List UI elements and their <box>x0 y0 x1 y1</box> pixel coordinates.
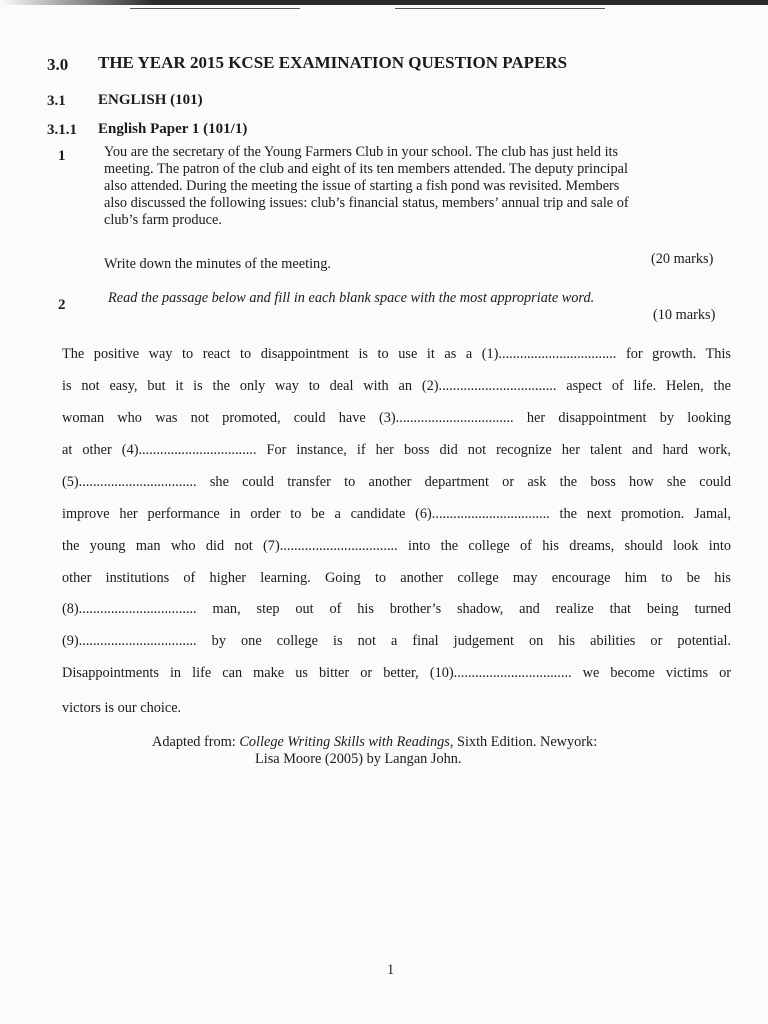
question-1-line: You are the secretary of the Young Farmers Club in your school. The club has just held its <box>104 144 619 160</box>
question-1-marks: (20 marks) <box>651 251 714 267</box>
passage-line: is not easy, but it is the only way to deal with an (2)................................. aspect of life. Helen, the <box>62 378 731 394</box>
page-number: 1 <box>387 962 395 978</box>
section-number: 3.0 <box>47 55 69 74</box>
passage-line: (9)................................. by one college is not a final judgement on his abilities or potential. <box>62 633 731 649</box>
passage-line: The positive way to react to disappointment is to use it as a (1)................................. for growth. This <box>62 346 731 362</box>
question-1-line: meeting. The patron of the club and eight of its ten members attended. The deputy principal <box>104 161 628 177</box>
question-2-marks: (10 marks) <box>653 307 716 323</box>
subsection-title: ENGLISH (101) <box>98 92 203 108</box>
passage-line: at other (4)................................. For instance, if her boss did not recognize her talent and hard work, <box>62 442 731 458</box>
citation-line-1 <box>152 734 597 751</box>
citation-suffix: , Sixth Edition. Newyork: <box>449 734 598 750</box>
scan-border-top <box>0 0 768 5</box>
question-1-line: also attended. During the meeting the issue of starting a fish pond was revisited. Members <box>104 178 620 194</box>
passage-line: (5)................................. she could transfer to another department or ask the boss how she could <box>62 474 731 490</box>
passage-line: other institutions of higher learning. Going to another college may encourage him to be his <box>62 570 731 586</box>
question-1-line: also discussed the following issues: club’s financial status, members’ annual trip and sale of <box>104 195 629 211</box>
passage-line: the young man who did not (7)................................. into the college of his dreams, should look into <box>62 538 731 554</box>
citation-line-2: Lisa Moore (2005) by Langan John. <box>255 751 462 767</box>
question-2-number: 2 <box>58 297 66 313</box>
passage-line: woman who was not promoted, could have (3)................................. her disappointment by looking <box>62 410 731 426</box>
passage-line: victors is our choice. <box>62 700 182 716</box>
citation-book-title: College Writing Skills with Readings <box>239 734 450 750</box>
question-1-task: Write down the minutes of the meeting. <box>104 256 331 272</box>
question-2-instruction: Read the passage below and fill in each blank space with the most appropriate word. <box>108 290 595 306</box>
subsection-number: 3.1 <box>47 93 66 109</box>
paper-number: 3.1.1 <box>47 122 77 138</box>
scan-rule-right <box>395 8 605 9</box>
paper-title: English Paper 1 (101/1) <box>98 121 248 137</box>
section-title: THE YEAR 2015 KCSE EXAMINATION QUESTION PAPERS <box>98 53 568 72</box>
scan-rule-left <box>130 8 300 9</box>
question-1-line: club’s farm produce. <box>104 212 222 228</box>
passage-line: Disappointments in life can make us bitter or better, (10)................................. we become victims or <box>62 665 731 681</box>
question-1-number: 1 <box>58 148 66 164</box>
passage-line: (8)................................. man, step out of his brother’s shadow, and realize that being turned <box>62 601 731 617</box>
citation-prefix: Adapted from: <box>152 734 240 750</box>
passage-line: improve her performance in order to be a candidate (6)................................. the next promotion. Jamal, <box>62 506 731 522</box>
question-1-body <box>104 144 629 229</box>
